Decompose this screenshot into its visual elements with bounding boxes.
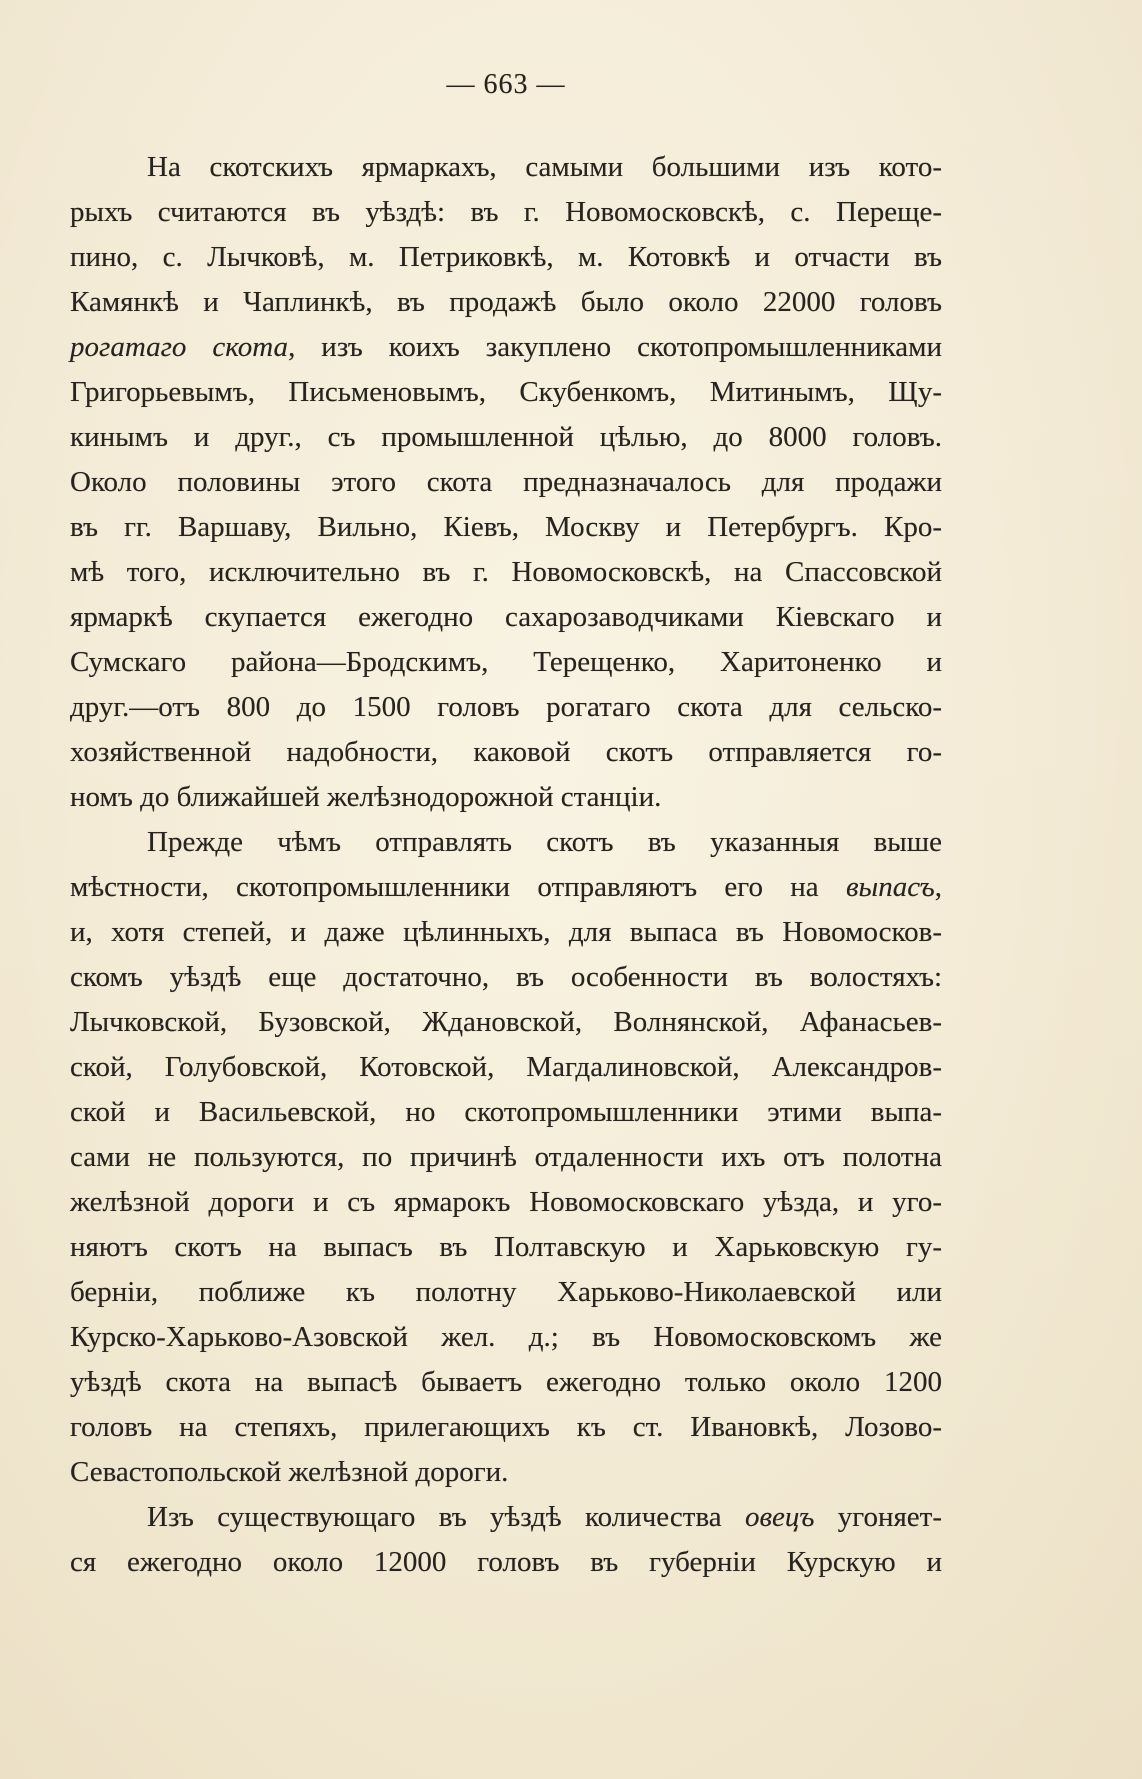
text-segment: , изъ коихъ закуплено скотопромышленниками	[288, 331, 943, 363]
text-line: ской, Голубовской, Котовской, Магдалиновской, Александров-	[70, 1051, 942, 1083]
text-line: пино, с. Лычковѣ, м. Петриковкѣ, м. Котовкѣ и отчасти въ	[70, 241, 942, 273]
italic-text: овецъ	[744, 1501, 815, 1533]
text-line	[70, 865, 942, 910]
text-line: Григорьевымъ, Письменовымъ, Скубенкомъ, Митинымъ, Щу-	[70, 376, 942, 408]
text-line: берніи, поближе къ полотну Харьково-Николаевской или	[70, 1276, 942, 1308]
text-line: номъ до ближайшей желѣзнодорожной станціи.	[70, 781, 662, 813]
text-line: мѣ того, исключительно въ г. Новомосковскѣ, на Спассовской	[70, 556, 942, 588]
text-line: и, хотя степей, и даже цѣлинныхъ, для выпаса въ Новомосков-	[70, 916, 942, 948]
text-line: ярмаркѣ скупается ежегодно сахарозаводчиками Кіевскаго и	[70, 601, 942, 633]
text-line: хозяйственной надобности, каковой скотъ отправляется го-	[70, 736, 942, 768]
text-line: уѣздѣ скота на выпасѣ бываетъ ежегодно только около 1200	[70, 1366, 942, 1398]
text-segment: Изъ существующаго въ уѣздѣ количества	[147, 1501, 745, 1533]
text-line: друг.—отъ 800 до 1500 головъ рогатаго скота для сельско-	[70, 691, 942, 723]
italic-text: рогатаго скота	[70, 331, 289, 363]
text-line: Курско-Харьково-Азовской жел. д.; въ Новомосковскомъ же	[70, 1321, 942, 1353]
body-text	[70, 145, 942, 1585]
text-line: скомъ уѣздѣ еще достаточно, въ особенности въ волостяхъ:	[70, 961, 942, 993]
paragraph	[70, 1495, 942, 1585]
text-line	[70, 325, 942, 370]
text-line: ской и Васильевской, но скотопромышленники этими выпа-	[70, 1096, 942, 1128]
text-line: Сумскаго района—Бродскимъ, Терещенко, Харитоненко и	[70, 646, 942, 678]
text-line: На скотскихъ ярмаркахъ, самыми большими изъ кото-	[147, 151, 942, 183]
text-line: Севастопольской желѣзной дороги.	[70, 1456, 509, 1488]
text-line: ся ежегодно около 12000 головъ въ губерніи Курскую и	[70, 1546, 942, 1578]
text-line: сами не пользуются, по причинѣ отдаленности ихъ отъ полотна	[70, 1141, 942, 1173]
italic-text: выпасъ	[845, 871, 935, 903]
text-segment: угоняет-	[814, 1501, 942, 1533]
page-number: — 663 —	[446, 69, 566, 100]
paragraph	[70, 145, 942, 820]
text-segment: мѣстности, скотопромышленники отправляютъ его на	[70, 871, 846, 903]
text-line: кинымъ и друг., съ промышленной цѣлью, до 8000 головъ.	[70, 421, 942, 453]
text-line: Камянкѣ и Чаплинкѣ, въ продажѣ было около 22000 головъ	[70, 286, 942, 318]
paragraph	[70, 820, 942, 1495]
text-line: желѣзной дороги и съ ярмарокъ Новомосковскаго уѣзда, и уго-	[70, 1186, 942, 1218]
text-line: въ гг. Варшаву, Вильно, Кіевъ, Москву и Петербургъ. Кро-	[70, 511, 942, 543]
text-line	[70, 1495, 942, 1540]
text-line: Прежде чѣмъ отправлять скотъ въ указанныя выше	[147, 826, 942, 858]
text-segment: ,	[934, 871, 942, 903]
text-line: Около половины этого скота предназначалось для продажи	[70, 466, 942, 498]
text-line: головъ на степяхъ, прилегающихъ къ ст. Ивановкѣ, Лозово-	[70, 1411, 942, 1443]
text-line: рыхъ считаются въ уѣздѣ: въ г. Новомосковскѣ, с. Переще-	[70, 196, 942, 228]
text-line: Лычковской, Бузовской, Ждановской, Волнянской, Афанасьев-	[70, 1006, 942, 1038]
text-line: няютъ скотъ на выпасъ въ Полтавскую и Харьковскую гу-	[70, 1231, 942, 1263]
